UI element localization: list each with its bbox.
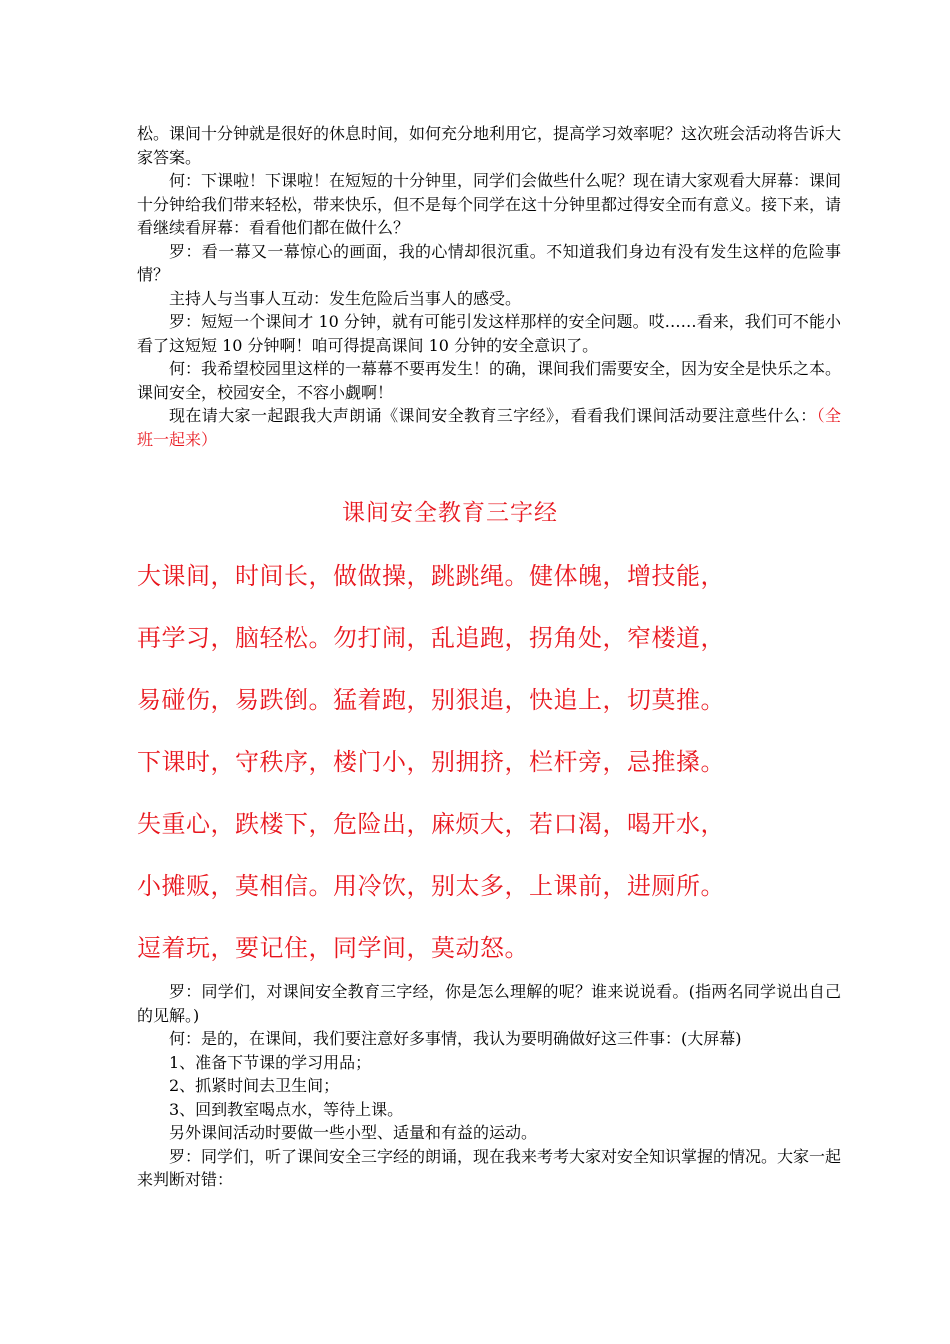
poem-line: 失重心，跌楼下，危险出，麻烦大，若口渴，喝开水， [137,810,725,838]
list-item: 1、准备下节课的学习用品； [169,1052,372,1072]
paragraph: 松。课间十分钟就是很好的休息时间，如何充分地利用它，提高学习效率呢？这次班会活动将告诉大家答案。 [137,124,842,167]
paragraph: 罗：同学们，对课间安全教育三字经，你是怎么理解的呢？谁来说说看。(指两名同学说出自己的见解。) [137,982,841,1025]
recite-intro-paragraph [137,404,841,451]
poem-line: 下课时，守秩序，楼门小，别拥挤，栏杆旁，忌推搡。 [137,748,725,776]
list-item: 3、回到教室喝点水，等待上课。 [169,1099,404,1119]
paragraph: 罗：同学们，听了课间安全三字经的朗诵，现在我来考考大家对安全知识掌握的情况。大家一起来判断对错： [137,1146,842,1189]
paragraph: 何：我希望校园里这样的一幕幕不要再发生！的确，课间我们需要安全，因为安全是快乐之本。课间安全，校园安全，不容小觑啊！ [137,359,842,402]
poem-line: 逗着玩，要记住，同学间，莫动怒。 [137,934,529,962]
poem-line: 再学习，脑轻松。勿打闹，乱追跑，拐角处，窄楼道， [137,624,725,652]
paragraph: 主持人与当事人互动：发生危险后当事人的感受。 [169,288,522,308]
paragraph: 何：是的，在课间，我们要注意好多事情，我认为要明确做好这三件事：(大屏幕) [169,1029,742,1048]
recite-intro-note: （全班一起来） [137,406,841,449]
poem-line: 大课间，时间长，做做操，跳跳绳。健体魄，增技能， [137,562,725,590]
poem-line: 小摊贩，莫相信。用冷饮，别太多，上课前，进厕所。 [137,872,725,900]
poem-title: 课间安全教育三字经 [342,500,558,526]
bottom-text-block [137,980,841,1192]
list-item: 2、抓紧时间去卫生间； [169,1076,340,1095]
paragraph: 罗：短短一个课间才 10 分钟，就有可能引发这样那样的安全问题。哎……看来，我们可不能小看了这短短 10 分钟啊！咱可得提高课间 10 分钟的安全意识了。 [137,312,841,355]
paragraph: 另外课间活动时要做一些小型、适量和有益的运动。 [169,1123,538,1142]
top-text-block [137,122,841,451]
paragraph: 罗：看一幕又一幕惊心的画面，我的心情却很沉重。不知道我们身边有没有发生这样的危险事情？ [137,241,841,284]
recite-intro-text: 现在请大家一起跟我大声朗诵《课间安全教育三字经》，看看我们课间活动要注意些什么： [169,406,817,425]
poem-line: 易碰伤，易跌倒。猛着跑，别狠追，快追上，切莫推。 [137,686,725,714]
paragraph: 何：下课啦！下课啦！在短短的十分钟里，同学们会做些什么呢？现在请大家观看大屏幕：课间十分钟给我们带来轻松，带来快乐，但不是每个同学在这十分钟里都过得安全而有意义。接下来，请看继续看屏幕：看看他们都在做什么？ [137,171,842,237]
